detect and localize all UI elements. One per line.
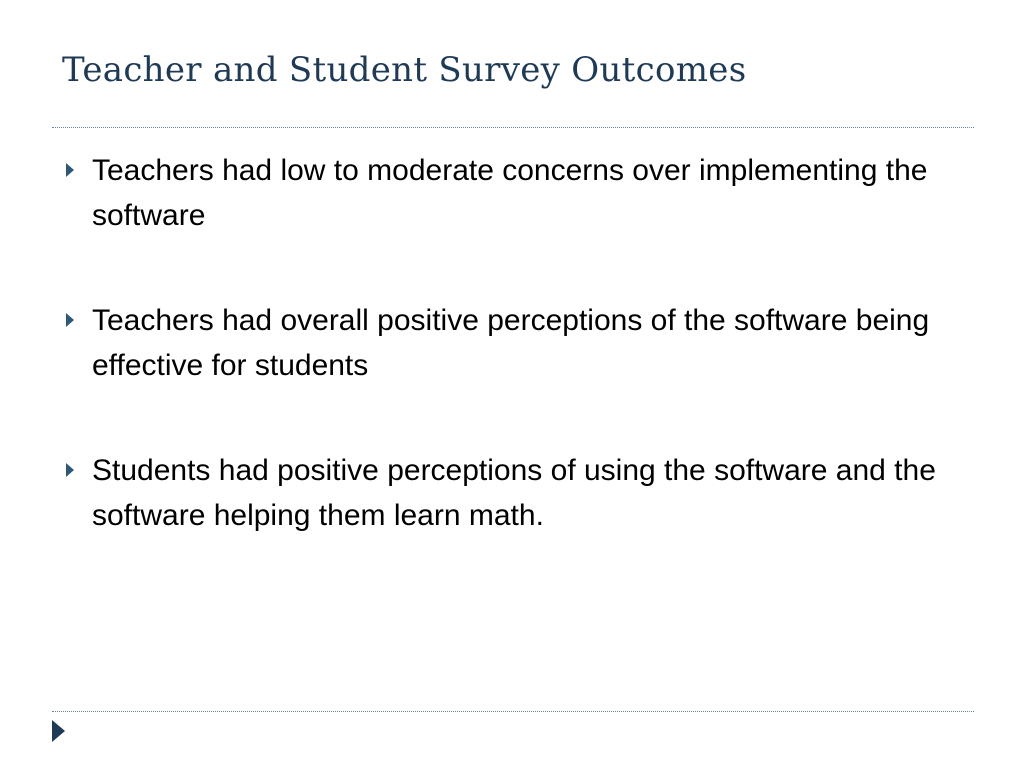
footer-divider bbox=[52, 711, 974, 712]
bullet-item bbox=[60, 298, 970, 388]
footer-triangle-right-icon bbox=[52, 720, 65, 742]
bullet-item bbox=[60, 448, 970, 538]
slide-title: Teacher and Student Survey Outcomes bbox=[62, 50, 747, 90]
bullet-text: Teachers had low to moderate concerns over implementing the software bbox=[92, 154, 928, 232]
triangle-right-icon bbox=[66, 463, 74, 477]
title-divider bbox=[52, 127, 974, 128]
bullet-list bbox=[60, 148, 970, 598]
bullet-text: Students had positive perceptions of using the software and the software helping them learn math. bbox=[92, 454, 936, 532]
bullet-item bbox=[60, 148, 970, 238]
bullet-text: Teachers had overall positive perceptions of the software being effective for students bbox=[92, 304, 930, 382]
triangle-right-icon bbox=[66, 163, 74, 177]
triangle-right-icon bbox=[66, 313, 74, 327]
